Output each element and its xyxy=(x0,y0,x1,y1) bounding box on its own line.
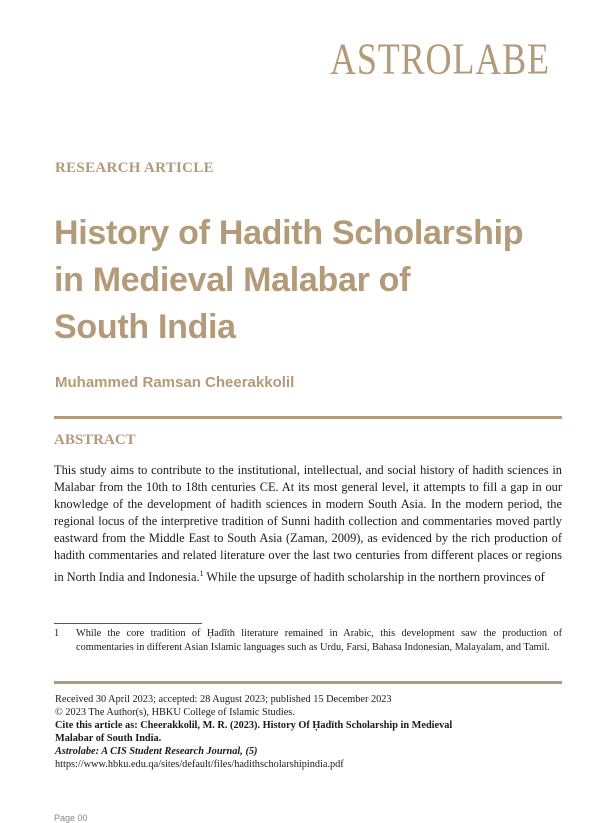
copyright-notice: © 2023 The Author(s), HBKU College of Islamic Studies. xyxy=(55,707,295,718)
section-divider xyxy=(54,416,562,419)
journal-logo: ASTROLABE xyxy=(330,33,550,84)
abstract-text: This study aims to contribute to the institutional, intellectual, and social history of hadith sciences in Malabar from the 10th to 18th centuries CE. At its most general level, it attempts to fill a gap in our knowledge of the development of hadith sciences in modern South Asia. In the modern period, the regional locus of the interpretive tradition of Sunni hadith collection and commentaries moved partly eastward from the Middle East to South Asia (Zaman, 2009), as evidenced by the rich production of hadith commentaries and related literature over the last two centuries from different places or regions in North India and Indonesia.$^1$ While the upsurge of hadith scholarship in the northern provinces of xyxy=(54,463,562,584)
article-url[interactable]: https://www.hbku.edu.qa/sites/default/files/hadithscholarshipindia.pdf xyxy=(55,759,344,770)
footnote-divider xyxy=(54,623,202,624)
article-type-label: RESEARCH ARTICLE xyxy=(55,160,214,176)
section-divider xyxy=(54,681,562,684)
journal-name: Astrolabe: A CIS Student Research Journal, (5) xyxy=(55,746,258,757)
title-line: South India xyxy=(54,308,236,346)
abstract-heading: ABSTRACT xyxy=(54,432,136,448)
footnote-reference[interactable]: 1 xyxy=(199,568,204,578)
citation-continued: Malabar of South India. xyxy=(55,733,162,744)
page-number: Page 00 xyxy=(54,813,88,823)
title-line: in Medieval Malabar of xyxy=(54,261,411,299)
footnote-text: While the core tradition of Ḥadīth literature remained in Arabic, this development saw the production of commentaries in different Asian Islamic languages such as Urdu, Farsi, Bahasa Indonesian, Malayalam, and Tamil. xyxy=(76,628,562,654)
footnote xyxy=(54,627,562,656)
footnote-number: 1 xyxy=(54,628,60,639)
publication-dates: Received 30 April 2023; accepted: 28 August 2023; published 15 December 2023 xyxy=(55,694,392,705)
article-title xyxy=(54,210,554,351)
citation: Cite this article as: Cheerakkolil, M. R. (2023). History Of Ḥadīth Scholarship in Medieval xyxy=(55,720,453,731)
author-name: Muhammed Ramsan Cheerakkolil xyxy=(55,374,295,391)
title-line: History of Hadith Scholarship xyxy=(54,214,524,252)
publication-info xyxy=(55,693,563,771)
